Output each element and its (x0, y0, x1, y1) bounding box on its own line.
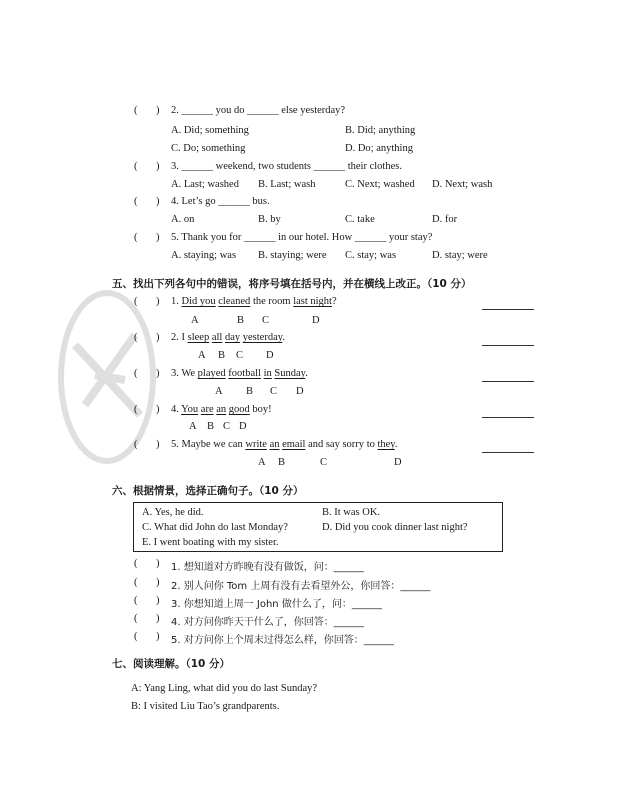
option-d: D. for (432, 214, 458, 225)
paren-close: ) (156, 439, 160, 450)
correction-line[interactable] (482, 345, 534, 346)
option-c: C. Next; washed (345, 179, 415, 190)
option-c: C. Do; something (171, 143, 246, 154)
part-plain: I (181, 332, 185, 343)
situation-item: 3. 你想知道上周一 John 做什么了，问：______ (171, 599, 382, 610)
paren-open: ( (134, 613, 138, 624)
part-plain: . (305, 368, 308, 379)
label-b: B (278, 457, 286, 468)
correction-line[interactable] (482, 309, 534, 310)
paren-close: ) (156, 558, 160, 569)
part-a: write (245, 439, 267, 450)
paren-open: ( (134, 296, 138, 307)
paren-close: ) (156, 296, 160, 307)
answer-paren[interactable] (134, 439, 160, 450)
label-b: B (207, 421, 215, 432)
paren-close: ) (156, 196, 160, 207)
option-c: C. What did John do last Monday? (142, 522, 288, 533)
label-b: B (218, 350, 226, 361)
part-c: in (263, 368, 272, 379)
item-number: 2. (171, 332, 179, 343)
option-a: A. on (171, 214, 195, 225)
paren-close: ) (156, 631, 160, 642)
paren-close: ) (156, 577, 160, 588)
correction-line[interactable] (482, 381, 534, 382)
question-text: 3. ______ weekend, two students ______ their clothes. (171, 161, 402, 172)
option-a: A. Did; something (171, 125, 249, 136)
label-c: C (236, 350, 244, 361)
section-title: 六、根据情景，选择正确句子。（10 分） (112, 485, 304, 497)
part-c: day (224, 332, 241, 343)
label-a: A (191, 315, 199, 326)
option-b: B. by (258, 214, 281, 225)
part-plain: boy! (252, 404, 272, 415)
option-c: C. take (345, 214, 375, 225)
paren-open: ( (134, 595, 138, 606)
option-d: D. Do; anything (345, 143, 413, 154)
answer-paren[interactable] (134, 595, 160, 606)
item-number: 5. (171, 439, 179, 450)
label-d: D (239, 421, 247, 432)
item-number: 1. (171, 296, 179, 307)
error-sentence (171, 296, 337, 307)
paren-open: ( (134, 439, 138, 450)
option-b: B. Did; anything (345, 125, 416, 136)
option-d: D. stay; were (432, 250, 488, 261)
part-b: football (228, 368, 261, 379)
error-sentence (171, 404, 272, 415)
paren-close: ) (156, 404, 160, 415)
part-b: cleaned (218, 296, 251, 307)
part-d: last night (293, 296, 332, 307)
answer-paren[interactable] (134, 196, 160, 207)
paren-close: ) (156, 232, 160, 243)
paren-open: ( (134, 558, 138, 569)
answer-paren[interactable] (134, 332, 160, 343)
part-plain: . (282, 332, 285, 343)
label-a: A (215, 386, 223, 397)
situation-item: 4. 对方问你昨天干什么了，你回答：______ (171, 617, 364, 628)
part-plain: and say sorry (308, 439, 365, 450)
label-d: D (312, 315, 320, 326)
answer-paren[interactable] (134, 577, 160, 588)
section-title: 七、阅读理解。（10 分） (112, 658, 231, 670)
part-plain: the room (252, 296, 291, 307)
part-c: an (216, 404, 227, 415)
paren-open: ( (134, 105, 138, 116)
part-b: are (200, 404, 214, 415)
section-title: 五、找出下列各句中的错误，将序号填在括号内，并在横线上改正。（10 分） (112, 278, 472, 290)
part-d: they (377, 439, 395, 450)
paren-open: ( (134, 232, 138, 243)
option-e: E. I went boating with my sister. (142, 537, 279, 548)
answer-paren[interactable] (134, 296, 160, 307)
answer-paren[interactable] (134, 105, 160, 116)
error-sentence (171, 332, 285, 343)
error-sentence (171, 368, 308, 379)
label-d: D (394, 457, 402, 468)
part-plain: ? (331, 296, 337, 307)
option-c: C. stay; was (345, 250, 397, 261)
option-a: A. staying; was (171, 250, 237, 261)
part-a: sleep (187, 332, 210, 343)
label-c: C (270, 386, 278, 397)
label-a: A (258, 457, 266, 468)
situation-item: 2. 别人问你 Tom 上周有没有去看望外公，你回答：______ (171, 581, 431, 592)
paren-close: ) (156, 368, 160, 379)
answer-paren[interactable] (134, 558, 160, 569)
dialog-line: A: Yang Ling, what did you do last Sunday? (131, 683, 318, 694)
label-c: C (262, 315, 270, 326)
part-a: played (197, 368, 226, 379)
option-a: A. Yes, he did. (142, 507, 204, 518)
answer-paren[interactable] (134, 613, 160, 624)
label-c: C (223, 421, 231, 432)
answer-paren[interactable] (134, 404, 160, 415)
option-b: B. Last; wash (258, 179, 316, 190)
part-b: an (269, 439, 280, 450)
item-number: 4. (171, 404, 179, 415)
label-a: A (198, 350, 206, 361)
dialog-line: B: I visited Liu Tao’s grandparents. (131, 701, 280, 712)
option-d: D. Next; wash (432, 179, 493, 190)
option-b: B. It was OK. (322, 507, 381, 518)
paren-close: ) (156, 332, 160, 343)
part-b: all (211, 332, 223, 343)
situation-item: 1. 想知道对方昨晚有没有做饭，问：______ (171, 562, 364, 573)
paren-open: ( (134, 196, 138, 207)
part-plain: Maybe we can (181, 439, 243, 450)
correction-line[interactable] (482, 452, 534, 453)
part-plain: to (366, 439, 375, 450)
part-d: Sunday (274, 368, 306, 379)
part-a: Did you (181, 296, 216, 307)
label-a: A (189, 421, 197, 432)
part-c: email (282, 439, 306, 450)
situation-item: 5. 对方问你上个周末过得怎么样，你回答：______ (171, 635, 394, 646)
paren-open: ( (134, 404, 138, 415)
label-d: D (296, 386, 304, 397)
label-d: D (266, 350, 274, 361)
answer-paren[interactable] (134, 368, 160, 379)
question-text: 4. Let’s go ______ bus. (171, 196, 270, 207)
option-a: A. Last; washed (171, 179, 239, 190)
paren-close: ) (156, 105, 160, 116)
part-plain: We (181, 368, 196, 379)
paren-close: ) (156, 595, 160, 606)
label-b: B (246, 386, 254, 397)
error-sentence (171, 439, 398, 450)
answer-paren[interactable] (134, 161, 160, 172)
paren-open: ( (134, 161, 138, 172)
answer-paren[interactable] (134, 232, 160, 243)
part-a: You (181, 404, 199, 415)
label-c: C (320, 457, 328, 468)
option-b: B. staying; were (258, 250, 327, 261)
label-b: B (237, 315, 245, 326)
paren-open: ( (134, 577, 138, 588)
paren-open: ( (134, 631, 138, 642)
watermark-stamp (55, 285, 160, 470)
part-d: yesterday (242, 332, 283, 343)
answer-paren[interactable] (134, 631, 160, 642)
paren-open: ( (134, 332, 138, 343)
paren-close: ) (156, 613, 160, 624)
item-number: 3. (171, 368, 179, 379)
paren-close: ) (156, 161, 160, 172)
question-text: 2. ______ you do ______ else yesterday? (171, 105, 346, 116)
paren-open: ( (134, 368, 138, 379)
question-text: 5. Thank you for ______ in our hotel. How ______ your stay? (171, 232, 433, 243)
part-plain: . (394, 439, 398, 450)
correction-line[interactable] (482, 417, 534, 418)
part-d: good (228, 404, 250, 415)
option-d: D. Did you cook dinner last night? (322, 522, 468, 533)
